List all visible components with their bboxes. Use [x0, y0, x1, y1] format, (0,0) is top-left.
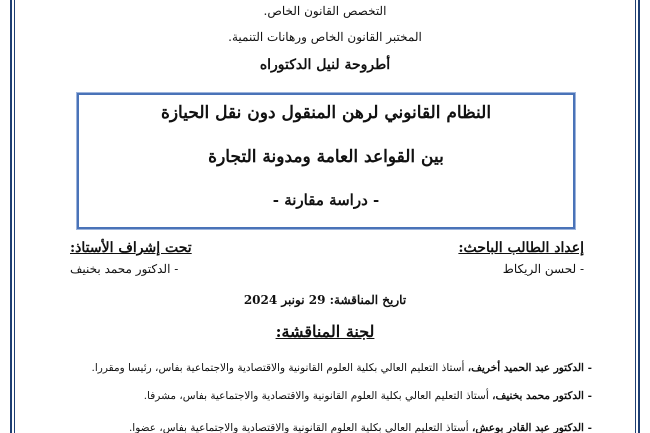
committee-member-detail: أستاذ التعليم العالي بكلية العلوم القانونية والاقتصادية والاجتماعية بفاس، مشرفا. [143, 390, 493, 402]
supervisor-label: تحت إشراف الأستاذ: [70, 240, 192, 256]
defense-date: تاريخ المناقشة: 29 نونبر 2024 [243, 293, 407, 307]
thesis-title-line-3: - دراسة مقارنة - [272, 191, 380, 209]
committee-title: لجنة المناقشة: [275, 322, 375, 341]
committee-member-name: - الدكتور محمد بخنيف، [492, 390, 592, 402]
supervisor-name: - الدكتور محمد بخنيف [70, 262, 179, 276]
student-label: إعداد الطالب الباحث: [458, 240, 584, 256]
student-name: - لحسن الريكاط [502, 262, 584, 276]
committee-member [129, 422, 592, 433]
committee-member [92, 362, 592, 374]
thesis-title-line-1: النظام القانوني لرهن المنقول دون نقل الحيازة [160, 103, 492, 123]
committee-member-name: - الدكتور عبد القادر بوعش، [472, 422, 592, 433]
thesis-type-line: أطروحة لنيل الدكتوراه [259, 57, 391, 73]
specialization-line: التخصص القانون الخاص. [263, 4, 387, 18]
committee-member-detail: أستاذ التعليم العالي بكلية العلوم القانونية والاقتصادية والاجتماعية بفاس، عضوا. [128, 422, 473, 433]
thesis-title-box [77, 93, 575, 229]
committee-member [144, 390, 592, 402]
committee-member-name: - الدكتور عبد الحميد أخريف، [467, 362, 592, 374]
committee-member-detail: أستاذ التعليم العالي بكلية العلوم القانونية والاقتصادية والاجتماعية بفاس، رئيسا ومقررا. [91, 362, 468, 374]
thesis-title-line-2: بين القواعد العامة ومدونة التجارة [208, 147, 444, 167]
laboratory-line: المختبر القانون الخاص ورهانات التنمية. [228, 30, 422, 44]
